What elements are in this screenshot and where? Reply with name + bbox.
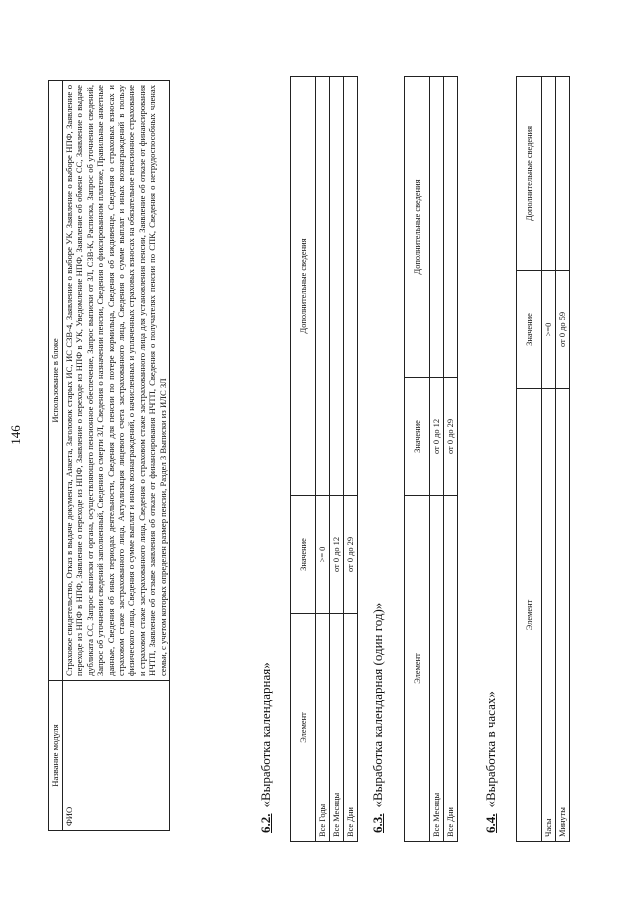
section-title: «Выработка календарная (один год)» — [370, 602, 385, 808]
module-usage-table — [48, 80, 170, 831]
value-cell: от 0 до 59 — [556, 271, 570, 389]
element-cell: Все Дни — [444, 496, 458, 842]
column-header-extra: Дополнительные сведения — [291, 77, 316, 496]
calendar-one-year-table — [404, 76, 458, 842]
table-row — [63, 81, 170, 831]
hours-work-table — [516, 76, 570, 842]
calendar-work-table — [290, 76, 358, 842]
column-header-extra: Дополнительные сведения — [517, 77, 542, 271]
element-cell: Минуты — [556, 389, 570, 842]
extra-cell — [316, 77, 330, 496]
table-row — [344, 77, 358, 842]
extra-cell — [430, 77, 444, 378]
value-cell: от 0 до 12 — [330, 496, 344, 614]
element-cell: Все Месяцы — [430, 496, 444, 842]
extra-cell — [344, 77, 358, 496]
extra-cell — [330, 77, 344, 496]
table-row — [556, 77, 570, 842]
module-name-cell: ФИО — [63, 681, 170, 831]
value-cell: >= 0 — [316, 496, 330, 614]
section-title: «Выработка в часах» — [483, 691, 498, 808]
section-heading-6-3 — [370, 603, 386, 833]
column-header-element: Элемент — [405, 496, 430, 842]
table-header-row — [517, 77, 542, 842]
section-number: 6.4. — [483, 813, 498, 833]
column-header-element: Элемент — [291, 614, 316, 842]
column-header-element: Элемент — [517, 389, 542, 842]
value-cell: от 0 до 29 — [344, 496, 358, 614]
column-header-value: Значение — [291, 496, 316, 614]
element-cell: Все Месяцы — [330, 614, 344, 842]
table-header-row — [49, 81, 63, 831]
table-row — [330, 77, 344, 842]
section-heading-6-2 — [258, 662, 274, 833]
extra-cell — [542, 77, 556, 271]
table-header-row — [405, 77, 430, 842]
module-usage-cell: Страховое свидетельство, Отказ в выдаче документа, Анкета, Заголовок старых ИС, ИС СЗВ-4, Заявление о выборе УК, Заявление о выборе НПФ, Заявление о переходе из НПФ в НПФ, Заявление о переходе из НПФ, Заявление о переходе из НПФ в УК, Уведомление НПФ, Заявление об обмене СС, Заявление о выдаче дубликата СС, Запрос выписки от органа, осуществляющего пенсионное обеспечение, Запрос выписки от ЗЛ, СЗВ-К, Расписка, Запрос об уточнении сведений, Запрос об уточнении сведений заполненный, Сведения о смерти ЗЛ, Сведения о назначении пенсии, Сведения о фиксированном платеже, Правильные анкетные данные, Сведения об иных периодах деятельности, Сведения для пенсии по потере кормильца, Сведения об иждивенце, Сведения о страховых взносах и страховом стаже застрахованного лица, Актуализация лицевого счета застрахованного лица, Сведения о сумме выплат и иных вознаграждений в пользу физического лица, Сведения о сумме выплат и иных вознаграждений, о начисленных и уплаченных страховых взносах на обязательное пенсионное страхование и страховом стаже застрахованного лица, Сведения о страховом стаже застрахованного лица для установления пенсии, Заявление об отказе от финансирования НЧТП, Заявление об отзыве заявления об отказе от финансирования НЧТП, Сведения о получателях пенсии по СПК, Сведения о нетрудоспособных членах семьи, с учетом которых определен размер пенсии, Раздел 3 Выписки из ИЛС ЗЛ — [63, 81, 170, 681]
extra-cell — [444, 77, 458, 378]
column-header-extra: Дополнительные сведения — [405, 77, 430, 378]
table-row — [542, 77, 556, 842]
table-header-row — [291, 77, 316, 842]
section-number: 6.2. — [258, 813, 273, 833]
element-cell: Все Дни — [344, 614, 358, 842]
table-row — [444, 77, 458, 842]
table-row — [316, 77, 330, 842]
page-number: 146 — [8, 425, 23, 445]
value-cell: >=0 — [542, 271, 556, 389]
value-cell: от 0 до 12 — [430, 378, 444, 496]
section-heading-6-4 — [483, 691, 499, 833]
extra-cell — [556, 77, 570, 271]
column-header-value: Значение — [517, 271, 542, 389]
section-title: «Выработка календарная» — [258, 662, 273, 808]
column-header-module: Название модуля — [49, 681, 63, 831]
column-header-value: Значение — [405, 378, 430, 496]
column-header-usage: Использование в блоке — [49, 81, 63, 681]
value-cell: от 0 до 29 — [444, 378, 458, 496]
section-number: 6.3. — [370, 813, 385, 833]
element-cell: Часы — [542, 389, 556, 842]
table-row — [430, 77, 444, 842]
element-cell: Все Годы — [316, 614, 330, 842]
